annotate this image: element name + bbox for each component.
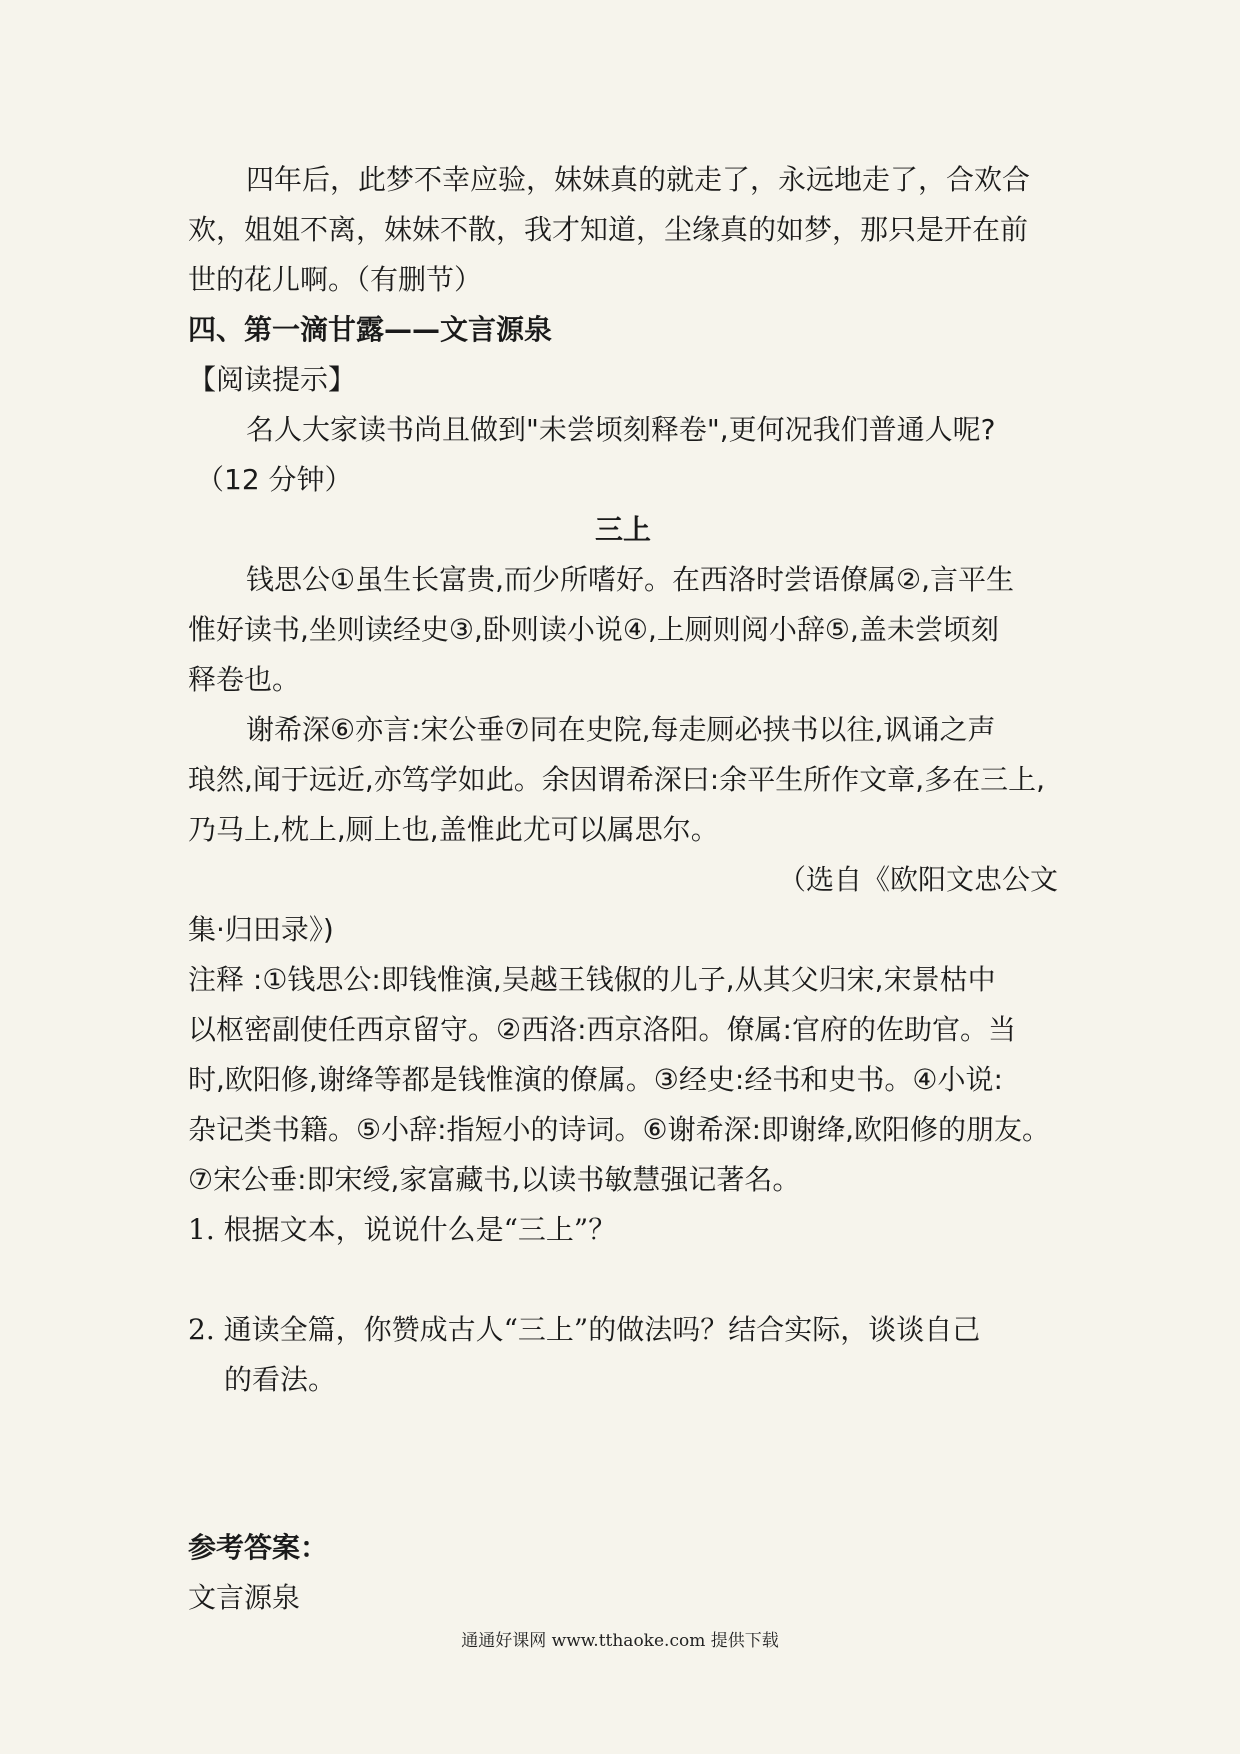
article-source: 集·归田录》) xyxy=(188,913,334,946)
reading-time: （12 分钟） xyxy=(196,463,353,496)
notes-line: 以枢密副使任西京留守。②西洛:西京洛阳。僚属:官府的佐助官。当 xyxy=(188,1013,1016,1046)
notes-line: 时,欧阳修,谢绛等都是钱惟演的僚属。③经史:经书和史书。④小说: xyxy=(188,1063,1003,1096)
answer-space xyxy=(188,1255,1058,1305)
article-paragraph-line: 释卷也。 xyxy=(188,663,301,696)
story-line: 四年后，此梦不幸应验，妹妹真的就走了，永远地走了，合欢合 xyxy=(246,163,1031,196)
notes-line: 杂记类书籍。⑤小辞:指短小的诗词。⑥谢希深:即谢绛,欧阳修的朋友。 xyxy=(188,1113,1050,1146)
article-paragraph-line: 惟好读书,坐则读经史③,卧则读小说④,上厕则阅小辞⑤,盖未尝顷刻 xyxy=(188,613,999,646)
story-line: 欢，姐姐不离，妹妹不散，我才知道，尘缘真的如梦，那只是开在前 xyxy=(188,213,1029,246)
question-2-continued: 的看法。 xyxy=(224,1363,337,1396)
article-title: 三上 xyxy=(594,513,651,546)
article-paragraph-line: 钱思公①虽生长富贵,而少所嗜好。在西洛时尝语僚属②,言平生 xyxy=(246,563,1015,596)
answer-space xyxy=(188,1405,1058,1523)
article-paragraph-line: 琅然,闻于远近,亦笃学如此。余因谓希深曰:余平生所作文章,多在三上, xyxy=(188,763,1046,796)
answers-heading: 参考答案： xyxy=(188,1531,329,1564)
article-paragraph-line: 乃马上,枕上,厕上也,盖惟此尤可以属思尔。 xyxy=(188,813,719,846)
section-heading: 四、第一滴甘露——文言源泉 xyxy=(188,313,553,346)
question-1: 1. 根据文本，说说什么是“三上”？ xyxy=(188,1213,617,1246)
question-2: 2. 通读全篇，你赞成古人“三上”的做法吗？结合实际，谈谈自己 xyxy=(188,1313,981,1346)
document-page xyxy=(188,155,1058,1623)
reading-hint-label: 【阅读提示】 xyxy=(188,363,357,396)
notes-line: ⑦宋公垂:即宋绶,家富藏书,以读书敏慧强记著名。 xyxy=(188,1163,801,1196)
reading-hint-text: 名人大家读书尚且做到"未尝顷刻释卷",更何况我们普通人呢? xyxy=(246,413,996,446)
article-paragraph-line: 谢希深⑥亦言:宋公垂⑦同在史院,每走厕必挟书以往,讽诵之声 xyxy=(246,713,996,746)
story-line: 世的花儿啊。（有删节） xyxy=(188,263,483,296)
page-footer: 通通好课网 www.tthaoke.com 提供下载 xyxy=(461,1631,779,1651)
article-source: （选自《欧阳文忠公文 xyxy=(777,863,1058,896)
notes-line: 注释 :①钱思公:即钱惟演,吴越王钱俶的儿子,从其父归宋,宋景枯中 xyxy=(188,963,996,996)
answers-subheading: 文言源泉 xyxy=(188,1581,301,1614)
